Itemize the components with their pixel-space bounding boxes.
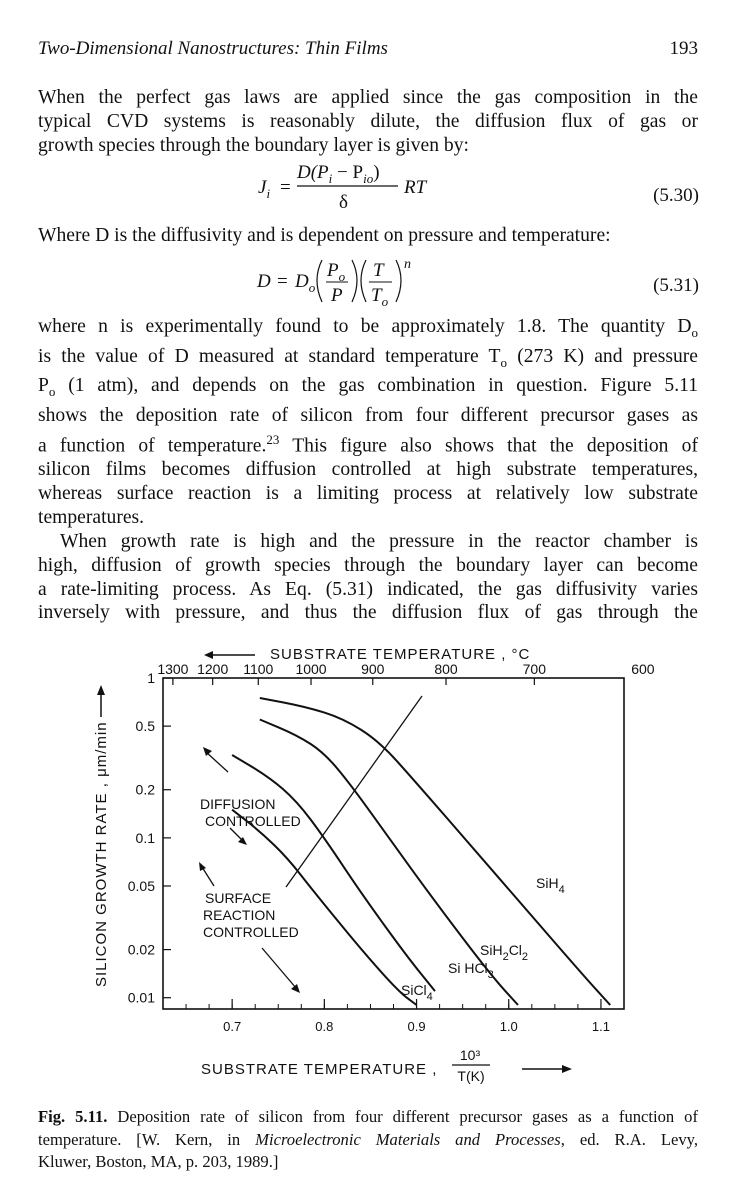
x-axis-label-denominator: T(K)	[457, 1068, 485, 1084]
paragraph-2	[38, 224, 698, 248]
y-axis-label: SILICON GROWTH RATE , μm/min	[93, 721, 110, 987]
svg-text:=: =	[277, 271, 288, 292]
y-axis-arrowhead	[97, 685, 105, 695]
svg-text:Do: $D_o$	[295, 271, 316, 295]
caption-line: Fig. 5.11. Deposition rate of silicon from four different precursor gases as a function of	[38, 1107, 698, 1126]
text-line: When the perfect gas laws are applied since the gas composition in the	[38, 87, 698, 108]
text-line: $P_o$ (1 atm), and depends on the gas combination in question. Figure 5.11	[38, 375, 698, 400]
page-number: 193	[669, 38, 698, 59]
caption-line: Kluwer, Boston, MA, p. 203, 1989.]	[38, 1152, 279, 1171]
label-sih4: SiH$_4$	[536, 875, 565, 896]
equation-number: (5.31)	[653, 275, 699, 296]
label-sih2cl2: $SiH_2Cl_2$	[480, 942, 529, 963]
label-sihcl3: Si HCl$_3$	[448, 960, 494, 981]
text-line: inversely with pressure, and thus the diffusion flux of gas through the	[38, 602, 698, 624]
annotation-arrowhead	[291, 984, 300, 993]
caption-line: temperature. [W. Kern, in Microelectronic Materials and Processes, ed. R.A. Levy,	[38, 1129, 699, 1149]
annotation-diffusion-2: CONTROLLED	[205, 813, 301, 829]
text-line: When growth rate is high and the pressure in the reactor chamber is	[60, 531, 698, 552]
svg-text:δ: δ	[339, 192, 348, 213]
eq-lhs: J	[258, 177, 267, 198]
paragraph-3	[38, 315, 698, 530]
x-axis-label-numerator: 10³	[459, 1047, 481, 1063]
top-tick-label: 800	[434, 661, 458, 677]
top-tick-label: 900	[361, 661, 385, 677]
x-tick-label: 0.8	[315, 1019, 334, 1034]
deposition-rate-chart	[0, 635, 737, 1095]
top-tick-label: 700	[522, 661, 547, 677]
svg-text:Po: $P_o$	[327, 260, 346, 284]
y-tick-label: 0.01	[127, 989, 155, 1006]
x-tick-label: 0.7	[223, 1019, 242, 1034]
x-axis-arrowhead	[562, 1065, 572, 1073]
svg-text:D: D	[257, 271, 271, 292]
svg-text:D(Pi − Pio): $D(P_i - P_{io})$	[297, 162, 380, 186]
top-tick-label: 600	[631, 661, 655, 677]
annotation-surface-2: REACTION	[203, 907, 276, 923]
svg-text:RT: RT	[404, 177, 427, 198]
text-line: a function of temperature.$^{23}$ This figure also shows that the deposition of	[38, 431, 698, 457]
label-sicl4: SiCl$_4$	[401, 982, 433, 1003]
annotation-diffusion-1: DIFFUSION	[200, 796, 276, 812]
text-line: silicon films becomes diffusion controlled at high substrate temperatures,	[38, 459, 698, 481]
y-tick-label: 0.2	[135, 781, 155, 798]
x-tick-label: 1.0	[499, 1019, 518, 1034]
y-tick-label: 0.5	[135, 718, 155, 735]
paragraph-1	[38, 86, 698, 157]
annotation-arrowhead	[203, 747, 212, 756]
equation-number: (5.30)	[653, 185, 699, 206]
text-line: a rate-limiting process. As Eq. (5.31) indicated, the gas diffusivity varies	[38, 578, 698, 600]
equation-5-31	[0, 250, 737, 310]
svg-text:To: $T_o$	[371, 285, 389, 309]
x-tick-label: 1.1	[591, 1019, 610, 1034]
svg-text:n: n	[404, 257, 411, 272]
text-line: whereas surface reaction is a limiting process at relatively low substrate	[38, 483, 698, 505]
figure-caption	[38, 1106, 698, 1174]
top-tick-label: 1000	[295, 661, 327, 677]
text-line: where n is experimentally found to be approximately 1.8. The quantity $D_o$	[38, 316, 698, 340]
top-tick-label: 1200	[197, 661, 229, 677]
paragraph-4	[38, 530, 698, 625]
top-tick-label: 1300	[157, 661, 189, 677]
y-tick-label: 0.05	[127, 877, 155, 894]
text-line: typical CVD systems is reasonably dilute, the diffusion flux of gas or	[38, 110, 698, 132]
annotation-surface-1: SURFACE	[205, 890, 272, 906]
running-title: Two-Dimensional Nanostructures: Thin Films	[38, 38, 388, 59]
top-axis-arrowhead	[204, 651, 213, 659]
svg-text:P: P	[331, 285, 343, 306]
svg-text:Ji: $J_i$	[258, 177, 271, 201]
text-line: shows the deposition rate of silicon from four different precursor gases as	[38, 405, 698, 427]
figure-5-11	[0, 635, 737, 1095]
y-tick-label: 0.02	[127, 941, 155, 958]
x-tick-label: 0.9	[407, 1019, 426, 1034]
annotation-arrowhead	[199, 862, 206, 871]
top-axis-label: SUBSTRATE TEMPERATURE , °C	[270, 646, 531, 663]
text-line: is the value of D measured at standard temperature $T_o$ (273 K) and pressure	[38, 345, 698, 370]
annotation-arrow	[202, 867, 214, 886]
equation-5-30	[0, 160, 737, 218]
series-sihcl3-line	[232, 755, 435, 991]
text-line: high, diffusion of growth species through the boundary layer can become	[38, 554, 698, 576]
top-tick-label: 1100	[243, 661, 274, 677]
y-tick-label: 0.1	[135, 829, 155, 846]
annotation-arrow	[262, 948, 296, 988]
x-axis-label: SUBSTRATE TEMPERATURE ,	[201, 1061, 438, 1078]
text-line: temperatures.	[38, 506, 145, 528]
text-line: Where D is the diffusivity and is dependent on pressure and temperature:	[38, 225, 611, 246]
svg-text:=: =	[280, 177, 291, 198]
annotation-surface-3: CONTROLLED	[203, 924, 299, 940]
text-line: growth species through the boundary layer is given by:	[38, 134, 469, 156]
svg-text:T: T	[373, 260, 384, 281]
running-header	[38, 38, 698, 68]
y-tick-label: 1	[147, 670, 155, 686]
annotation-arrow	[206, 752, 228, 772]
